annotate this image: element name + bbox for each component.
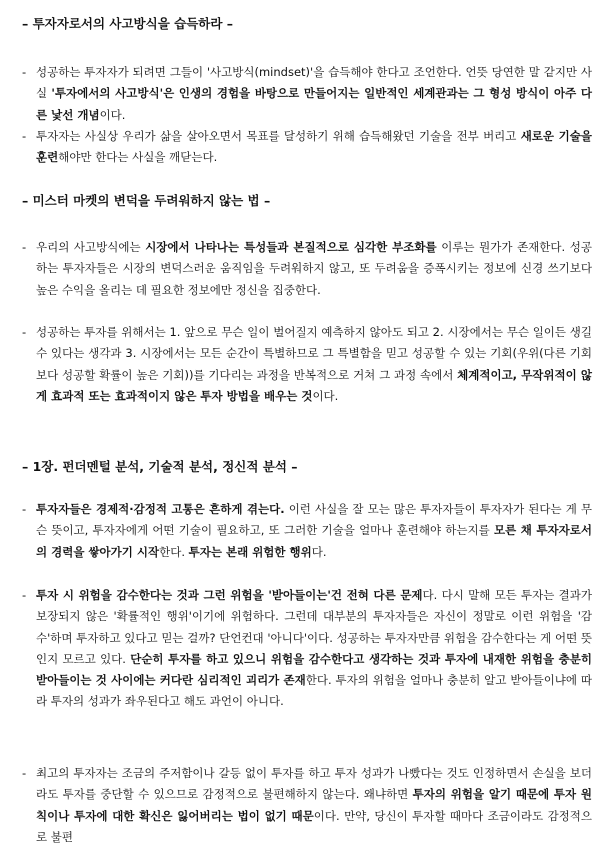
- section-heading-mindset: – 투자자로서의 사고방식을 습득하라 –: [22, 16, 234, 31]
- bullet-item-3: [22, 237, 592, 301]
- bullet-item-2: [22, 126, 592, 169]
- bullet-item-6: [22, 585, 592, 713]
- bullet-text: 성공하는 투자를 위해서는 1. 앞으로 무슨 일이 벌어질지 예측하지 않아도 되고 2. 시장에서는 무슨 일이든 생길 수 있다는 생각과 3. 시장에서는 모든 순간이 특별하므로 그 특별함을 믿고 성공할 수 있는 기회(우위(다른 기회보다 성공할 확률이 높은 기회))를 기다리는 과정을 반복적으로 거쳐 그 과정 속에서 체계적이고, 무작위적이 않게 효과적 또는 효과적이지 않은 투자 방법을 배우는 것이다.: [36, 325, 592, 403]
- bullet-dash: -: [22, 240, 27, 254]
- bullet-text: 투자 시 위험을 감수한다는 것과 그런 위험을 '받아들이는'건 전혀 다른 문제다. 다시 말해 모든 투자는 결과가 보장되지 않은 '확률적인 행위'이기에 위험하다. 그런데 대부분의 투자자들은 자신이 정말로 이런 위험을 '감수'하며 투자하고 있다고 믿는 걸까? 단언컨대 '아니다'이다. 성공하는 투자자만큼 위험을 감수한다는 게 어떤 뜻인지 모르고 있다. 단순히 투자를 하고 있으니 위험을 감수한다고 생각하는 것과 투자에 내재한 위험을 충분히 받아들이는 것 사이에는 커다란 심리적인 괴리가 존재한다. 투자의 위험을 얼마나 충분히 알고 받아들이냐에 따라 투자의 성과가 좌우된다고 해도 과언이 아니다.: [36, 588, 593, 709]
- bullet-text: 최고의 투자자는 조금의 주저함이나 갈등 없이 투자를 하고 투자 성과가 나빴다는 것도 인정하면서 손실을 보더라도 투자를 중단할 수 있으므로 감정적으로 불편해하지 않는다. 왜냐하면 투자의 위험을 알기 때문에 투자 원칙이나 투자에 대한 확신은 잃어버리는 법이 없기 때문이다. 만약, 당신이 투자할 때마다 조금이라도 감정적으로 불편: [36, 766, 593, 844]
- bullet-dash: -: [22, 325, 27, 339]
- bullet-text: 투자자는 사실상 우리가 삶을 살아오면서 목표를 달성하기 위해 습득해왔던 기술을 전부 버리고 새로운 기술을 훈련해야만 한다는 사실을 깨닫는다.: [36, 129, 592, 165]
- bullet-dash: -: [22, 65, 27, 79]
- bullet-text: 투자자들은 경제적·감정적 고통은 흔하게 겪는다. 이런 사실을 잘 모는 많은 투자자들이 투자자가 된다는 게 무슨 뜻이고, 투자자에게 어떤 기술이 필요하고, 또 그러한 기술을 얼마나 훈련해야 하는지를 모른 채 투자자로서의 경력을 쌓아가기 시작한다. 투자는 본래 위험한 행위다.: [36, 502, 593, 559]
- bullet-item-5: [22, 499, 592, 563]
- bullet-item-1: [22, 62, 592, 126]
- section-heading-chapter-1: – 1장. 펀더멘털 분석, 기술적 분석, 정신적 분석 –: [22, 459, 298, 474]
- bullet-dash: -: [22, 129, 27, 143]
- bullet-dash: -: [22, 766, 27, 780]
- bullet-item-7: [22, 763, 592, 848]
- section-heading-mr-market: – 미스터 마켓의 변덕을 두려워하지 않는 법 –: [22, 193, 271, 208]
- bullet-text: 성공하는 투자자가 되려면 그들이 '사고방식(mindset)'을 습득해야 한다고 조언한다. 언뜻 당연한 말 같지만 사실 '투자에서의 사고방식'은 인생의 경험을 바탕으로 만들어지는 일반적인 세계관과는 그 형성 방식이 아주 다른 낯선 개념이다.: [36, 65, 592, 122]
- bullet-dash: -: [22, 502, 27, 516]
- bullet-text: 우리의 사고방식에는 시장에서 나타나는 특성들과 본질적으로 심각한 부조화를 이루는 뭔가가 존재한다. 성공하는 투자자들은 시장의 변덕스러운 움직임을 두려워하지 않고, 또 두려움을 증폭시키는 정보에 신경 쓰기보다 높은 수익을 올리는 데 필요한 정보에만 정신을 집중한다.: [36, 240, 592, 297]
- bullet-dash: -: [22, 588, 27, 602]
- bullet-item-4: [22, 322, 592, 407]
